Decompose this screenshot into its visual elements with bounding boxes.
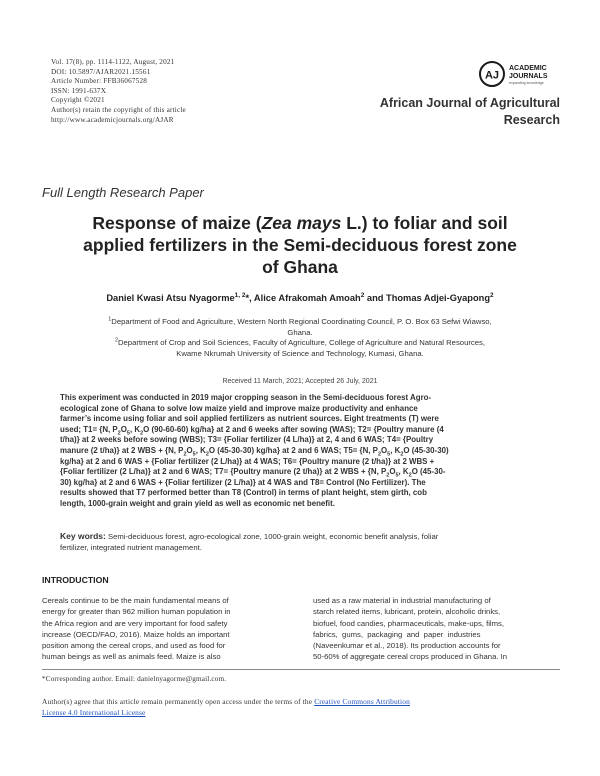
logo-line2: JOURNALS bbox=[509, 73, 548, 80]
logo-tagline: expanding knowledge bbox=[509, 81, 544, 85]
title-line3: of Ghana bbox=[262, 257, 338, 277]
abstract-line: This experiment was conducted in 2019 major cropping season in the Semi-deciduous forest Agro- bbox=[60, 393, 432, 402]
affil-2-line2: Kwame Nkrumah University of Science and Technology, Kumasi, Ghana. bbox=[176, 348, 424, 358]
meta-url[interactable]: http://www.academicjournals.org/AJAR bbox=[51, 115, 174, 124]
keywords-label: Key words: bbox=[60, 531, 106, 541]
keywords-text-2: fertilizer, integrated nutrient management. bbox=[60, 542, 202, 552]
footnote-divider bbox=[42, 669, 560, 670]
intro-line: fabrics, gums, packaging and paper industries bbox=[313, 629, 481, 639]
logo-mark-text: AJ bbox=[484, 69, 500, 82]
meta-article-number: Article Number: FFB36067528 bbox=[51, 77, 148, 86]
author-3: and Thomas Adjei-Gyapong bbox=[364, 293, 491, 303]
author-2-affil: 2 bbox=[360, 291, 365, 299]
abstract bbox=[60, 393, 546, 510]
meta-issn: ISSN: 1991-637X bbox=[51, 86, 107, 95]
title-line2: applied fertilizers in the Semi-deciduous forest zone bbox=[83, 235, 517, 255]
author-1: Daniel Kwasi Atsu Nyagorme bbox=[106, 293, 235, 303]
license-link[interactable]: Creative Commons Attribution bbox=[314, 697, 410, 706]
meta-volume: Vol. 17(8), pp. 1114-1122, August, 2021 bbox=[51, 58, 175, 66]
affil-1-line2: Ghana. bbox=[287, 327, 313, 337]
intro-line: biofuel, food candies, pharmaceuticals, make-ups, films, bbox=[313, 618, 504, 628]
abstract-line: farmer’s income using foliar and soil applied fertilizers as nutrient sources. Eight treatments (T) were bbox=[60, 414, 439, 424]
author-1-corresponding-mark: * bbox=[245, 293, 250, 303]
intro-column-right bbox=[313, 595, 563, 663]
author-list bbox=[40, 293, 560, 303]
intro-line: 50-60% of aggregate cereal crops produced in Ghana. In bbox=[313, 652, 508, 662]
abstract-line: kg/ha} at 2 and 6 WAS + {Foliar fertilizer (2 L/ha)} at 4 WAS; T6= {Poultry manure (2 t/ha)} at 2 WBS + bbox=[60, 456, 435, 466]
intro-line: increase (OECD/FAO, 2016). Maize holds an important bbox=[42, 629, 230, 639]
affiliations bbox=[55, 317, 545, 359]
journal-name-line1: African Journal of Agricultural bbox=[379, 96, 560, 110]
abstract-line: length, 1000-grain weight and grain yield as well as economic net benefit. bbox=[60, 498, 335, 508]
meta-doi: DOI: 10.5897/AJAR2021.15561 bbox=[51, 67, 151, 76]
intro-line: used as a raw material in industrial manufacturing of bbox=[313, 596, 491, 605]
title-part2: L.) to foliar and soil bbox=[341, 213, 508, 233]
author-3-affil: 2 bbox=[490, 291, 494, 299]
abstract-line: ecological zone of Ghana to solve low maize yield and improve maize productivity and enhance bbox=[60, 403, 418, 413]
title-part1: Response of maize ( bbox=[92, 213, 262, 233]
keywords-text-1: Semi-deciduous forest, agro-ecological zone, 1000-grain weight, economic benefit analysis, foliar bbox=[105, 532, 439, 541]
intro-line: (Naveenkumar et al., 2018). Its production accounts for bbox=[313, 641, 501, 651]
affil-1-num: 1 bbox=[108, 316, 112, 323]
keywords bbox=[60, 531, 550, 553]
received-accepted-dates: Received 11 March, 2021; Accepted 26 July, 2021 bbox=[222, 378, 378, 385]
license-text: Author(s) agree that this article remain permanently open access under the terms of the bbox=[42, 697, 315, 706]
intro-line: energy for greater than 962 million human population in bbox=[42, 607, 231, 617]
meta-rights: Author(s) retain the copyright of this article bbox=[51, 105, 186, 114]
intro-line: the Africa region and are very important for food safety bbox=[42, 618, 228, 628]
intro-line: starch related items, lubricant, protein, alcoholic drinks, bbox=[313, 607, 501, 617]
affil-2-num: 2 bbox=[114, 337, 118, 344]
author-1-affil: 1, 2 bbox=[234, 291, 246, 299]
affil-2-line1: Department of Crop and Soil Sciences, Faculty of Agriculture, College of Agriculture and Natural Resources, bbox=[117, 338, 486, 348]
paper-type: Full Length Research Paper bbox=[42, 185, 204, 200]
logo-mark-icon bbox=[478, 58, 568, 92]
abstract-line: {Foliar fertilizer (2 L/ha)} at 2 and 6 WAS; T7= {Poultry manure (2 t/ha)} at 2 WBS + {N, $P_2O_5$, $K_2O$ (45-30- bbox=[60, 467, 446, 479]
journal-name bbox=[300, 95, 560, 129]
intro-line: Cereals continue to be the main fundamental means of bbox=[42, 596, 229, 605]
title-species: Zea mays bbox=[261, 213, 342, 233]
affil-1-line1: Department of Food and Agriculture, Western North Regional Coordinating Council, P. O. Box 63 Sefwi Wiawso, bbox=[111, 317, 492, 326]
intro-line: position among the cereal crops, and used as food for bbox=[42, 641, 226, 651]
abstract-line: results showed that T7 performed better than T8 (Control) in terms of plant height, stem girth, cob bbox=[60, 488, 427, 498]
journal-name-line2: Research bbox=[503, 113, 560, 127]
intro-column-left bbox=[42, 595, 292, 663]
author-2: , Alice Afrakomah Amoah bbox=[249, 293, 361, 303]
license-note bbox=[42, 697, 560, 718]
intro-line: human beings as well as animals feed. Maize is also bbox=[42, 652, 221, 662]
abstract-line: t/ha)} at 2 weeks before sowing (WBS); T3= {Foliar fertilizer (4 L/ha)} at 2, 4 and 6 WAS; T4= {Poultry bbox=[60, 435, 434, 445]
logo-line1: ACADEMIC bbox=[509, 65, 547, 72]
introduction-heading: INTRODUCTION bbox=[42, 575, 109, 585]
academic-journals-logo bbox=[478, 58, 568, 92]
article-metadata bbox=[51, 58, 186, 125]
meta-copyright: Copyright ©2021 bbox=[51, 96, 105, 105]
corresponding-author-note: *Corresponding author. Email: danielnyagorme@gmail.com. bbox=[42, 675, 227, 683]
paper-title bbox=[50, 212, 550, 278]
abstract-line: used; T1= {N, $P_2O_5$, $K_2O$ (90-60-60) kg/ha} at 2 and 6 weeks after sowing (WAS); T2= {Poultry manure (4 bbox=[60, 424, 444, 437]
abstract-line: manure (2 t/ha)} at 2 WBS + {N, $P_2O_5$, $K_2O$ (45-30-30) kg/ha} at 2 and 6 WAS; T5= {N, $P_2O_5$, $K_2O$ (45-30-30) bbox=[60, 445, 449, 458]
license-link-continued[interactable]: License 4.0 International License bbox=[42, 707, 146, 717]
abstract-line: 30) kg/ha} at 2 and 6 WAS + {Foliar fertilizer (2 L/ha)} at 4 WAS and T8= Control (No Fertilizer). The bbox=[60, 477, 426, 487]
